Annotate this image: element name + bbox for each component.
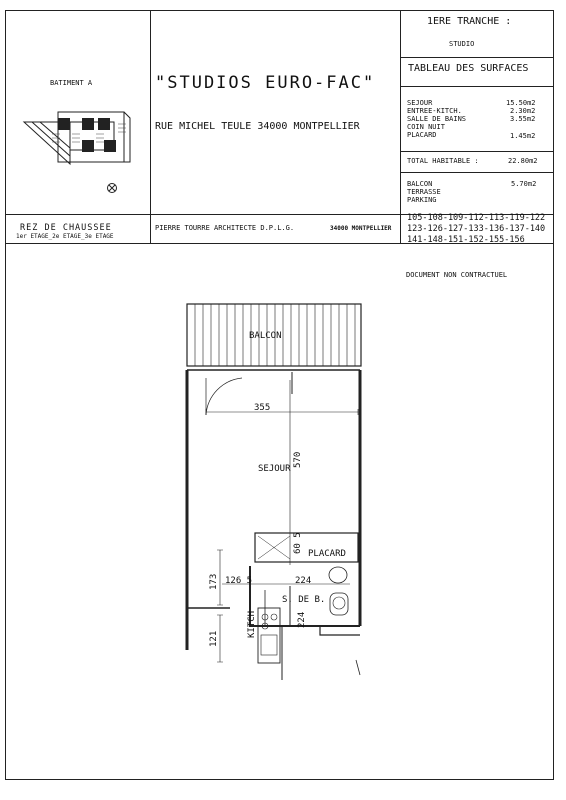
tranche-label: 1ERE TRANCHE :	[427, 16, 512, 27]
dim-126-5: 126 5	[225, 576, 253, 586]
architect-name: PIERRE TOURRE ARCHITECTE D.P.L.G.	[155, 224, 295, 232]
balcony-label: BALCON	[249, 331, 282, 341]
extra-value: 5.70m2	[511, 180, 537, 188]
north-compass-icon	[106, 182, 118, 194]
lot-numbers-line: 105-108-109-112-113-119-122	[407, 213, 546, 223]
extra-name: PARKING	[407, 196, 437, 204]
living-label: SEJOUR	[258, 464, 291, 474]
dim-width: 355	[254, 403, 271, 413]
toilet	[330, 593, 348, 615]
building-label: BATIMENT A	[50, 79, 93, 87]
architect-city: 34000 MONTPELLIER	[330, 225, 392, 232]
unit-type: STUDIO	[449, 40, 475, 48]
dim-60-5: 60 5	[293, 532, 303, 554]
extra-name: TERRASSE	[407, 188, 441, 196]
total-value: 22.80m2	[508, 157, 538, 165]
room-value: 15.50m2	[506, 99, 536, 107]
dim-121: 121	[209, 630, 219, 647]
total-label: TOTAL HABITABLE :	[407, 157, 479, 165]
extra-name: BALCON	[407, 180, 433, 188]
room-name: COIN NUIT	[407, 123, 445, 131]
site-plan-thumbnail	[22, 104, 142, 168]
level-sub: 1er ETAGE_2e ETAGE_3e ETAGE	[16, 233, 114, 240]
room-value: 1.45m2	[510, 132, 536, 140]
washbasin	[329, 567, 347, 583]
room-name: SALLE DE BAINS	[407, 115, 467, 123]
kitchen-label: KITCH	[247, 610, 257, 638]
lot-numbers-line: 141-148-151-152-155-156	[407, 235, 525, 245]
room-name: PLACARD	[407, 131, 437, 139]
closet-label: PLACARD	[308, 549, 346, 559]
dim-height: 570	[293, 451, 303, 468]
room-value: 3.55m2	[510, 115, 536, 123]
disclaimer: DOCUMENT NON CONTRACTUEL	[406, 271, 508, 279]
door-swing	[206, 378, 242, 415]
surfaces-title: TABLEAU DES SURFACES	[408, 63, 529, 74]
room-value: 2.30m2	[510, 107, 536, 115]
project-title: "STUDIOS EURO-FAC"	[155, 73, 376, 93]
bathroom-label: S. DE B.	[282, 595, 326, 605]
lot-numbers-line: 123-126-127-133-136-137-140	[407, 224, 546, 234]
project-address: RUE MICHEL TEULE 34000 MONTPELLIER	[155, 121, 360, 132]
level-main: REZ DE CHAUSSEE	[20, 223, 112, 233]
room-name: ENTREE-KITCH.	[407, 107, 462, 115]
floor-plan	[170, 290, 380, 690]
dim-173: 173	[209, 573, 219, 590]
dim-224-v: 224	[297, 611, 307, 628]
room-name: SEJOUR	[407, 99, 433, 107]
dim-224-h: 224	[295, 576, 312, 586]
